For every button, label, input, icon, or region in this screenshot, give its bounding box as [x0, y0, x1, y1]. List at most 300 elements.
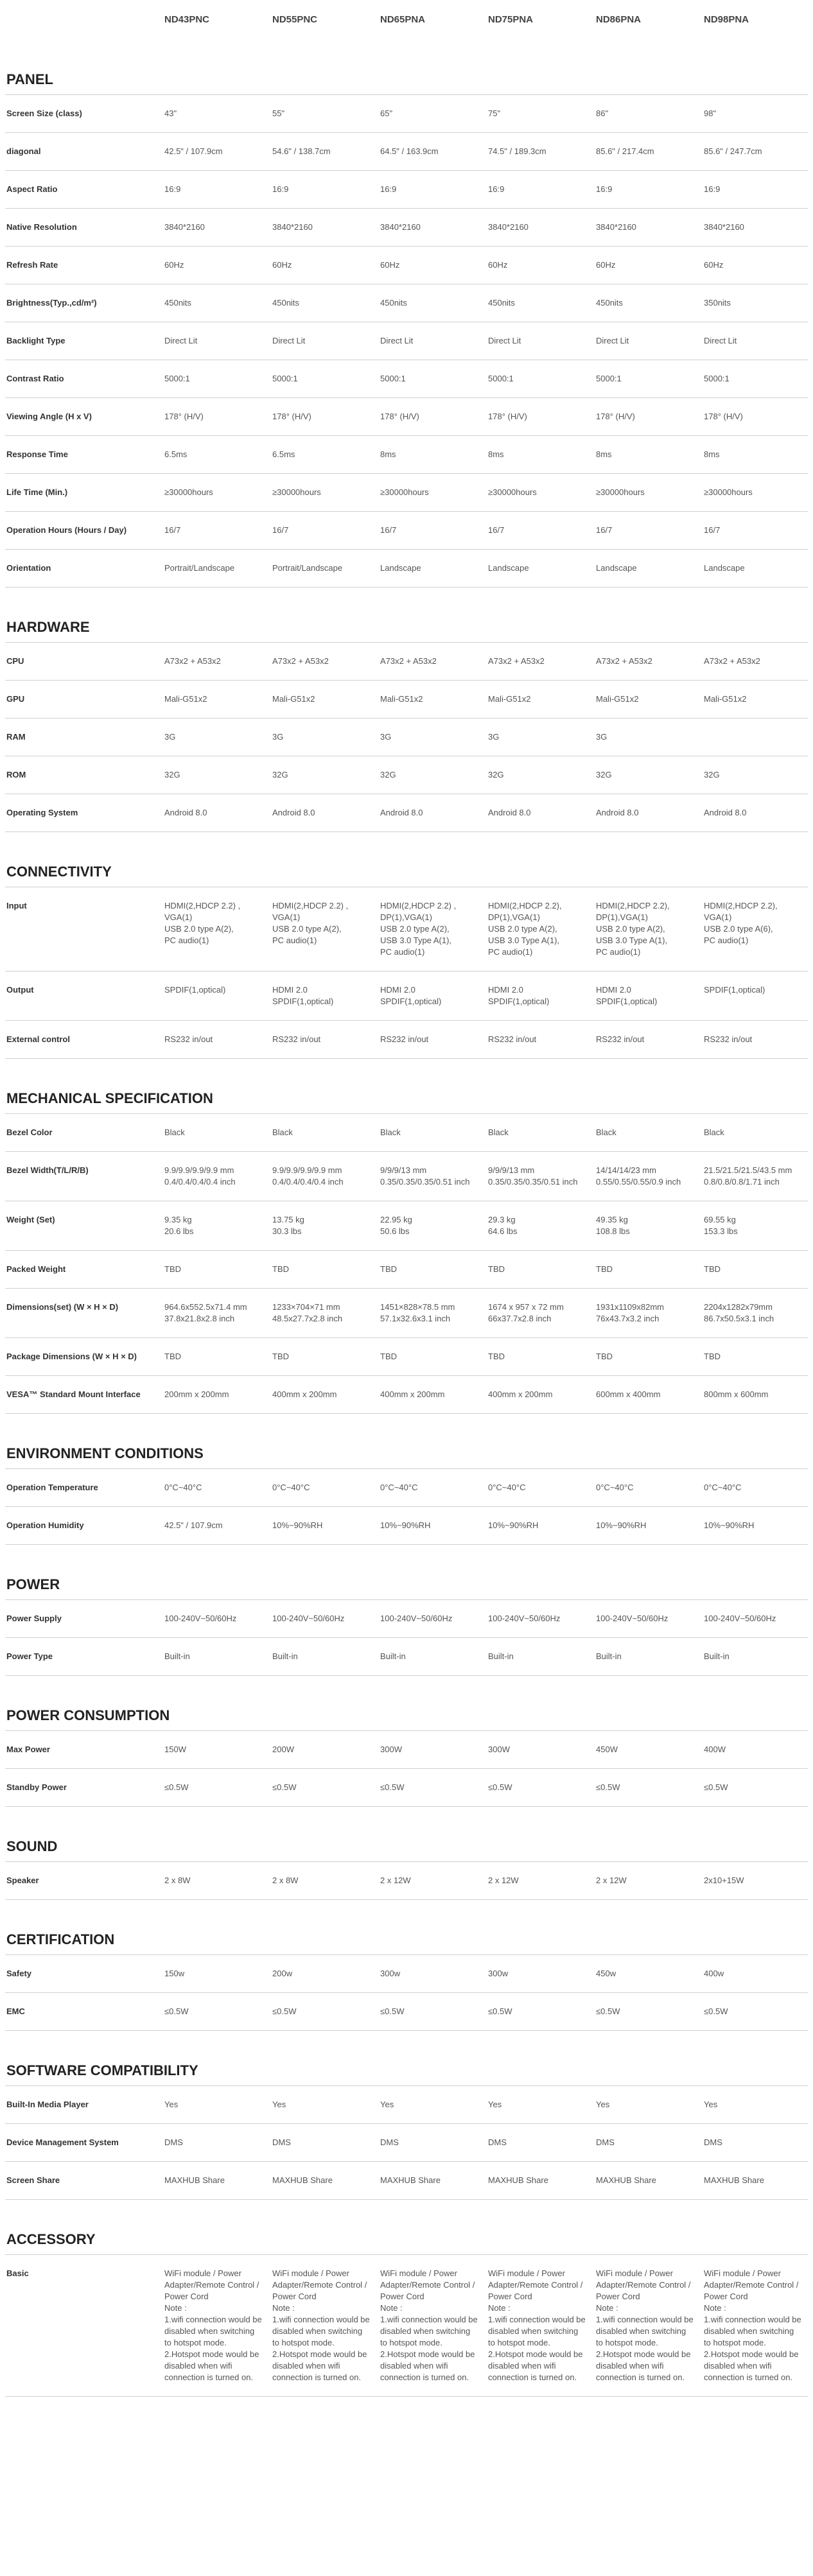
spec-label: Viewing Angle (H x V) [6, 412, 92, 421]
spec-row [5, 1862, 808, 1900]
section-title: CERTIFICATION [5, 1924, 808, 1955]
spec-row [5, 512, 808, 550]
spec-label: Operation Temperature [6, 1483, 98, 1492]
spec-label: Output [6, 985, 34, 995]
spec-value: 16:9 [164, 184, 181, 194]
spec-value: TBD [164, 1264, 181, 1274]
spec-value: 5000:1 [488, 374, 514, 383]
spec-value: RS232 in/out [488, 1034, 537, 1044]
spec-value: HDMI(2,HDCP 2.2) , VGA(1) USB 2.0 type A(2), PC audio(1) [164, 901, 241, 945]
model-name: ND55PNC [272, 14, 318, 25]
spec-value: 6.5ms [272, 449, 295, 459]
spec-value: 8ms [488, 449, 504, 459]
spec-value: 3840*2160 [488, 222, 529, 232]
spec-label: Basic [6, 2268, 29, 2278]
spec-value: 150w [164, 1969, 185, 1978]
spec-value: 16/7 [488, 525, 505, 535]
spec-value: 16:9 [596, 184, 613, 194]
spec-value: RS232 in/out [704, 1034, 753, 1044]
spec-label: Life Time (Min.) [6, 487, 68, 497]
spec-value: ≤0.5W [272, 1782, 297, 1792]
spec-value: 0°C~40°C [164, 1483, 202, 1492]
spec-value: ≤0.5W [488, 1782, 512, 1792]
spec-value: 8ms [380, 449, 396, 459]
spec-value: Direct Lit [488, 336, 521, 345]
spec-value: 178° (H/V) [164, 412, 204, 421]
section-title: MECHANICAL SPECIFICATION [5, 1083, 808, 1114]
spec-value: TBD [380, 1264, 397, 1274]
spec-value: 450nits [164, 298, 191, 308]
spec-label: diagonal [6, 146, 41, 156]
spec-label: Power Supply [6, 1614, 62, 1623]
spec-value: TBD [272, 1352, 289, 1361]
spec-row [5, 209, 808, 247]
spec-row [5, 2162, 808, 2200]
spec-value: 16/7 [704, 525, 721, 535]
spec-value: 60Hz [380, 260, 400, 270]
spec-value: 21.5/21.5/21.5/43.5 mm 0.8/0.8/0.8/1.71 inch [704, 1165, 792, 1187]
spec-value: RS232 in/out [596, 1034, 645, 1044]
spec-value: 178° (H/V) [704, 412, 743, 421]
spec-value: 64.5" / 163.9cm [380, 146, 439, 156]
spec-label: Max Power [6, 1745, 50, 1754]
spec-row [5, 1114, 808, 1152]
spec-value: TBD [272, 1264, 289, 1274]
spec-value: 0°C~40°C [596, 1483, 634, 1492]
section-title: CONNECTIVITY [5, 857, 808, 887]
spec-value: Android 8.0 [272, 808, 315, 817]
spec-value: ≤0.5W [164, 1782, 189, 1792]
spec-value: A73x2 + A53x2 [488, 656, 545, 666]
spec-value: 60Hz [596, 260, 616, 270]
spec-value: ≤0.5W [596, 2006, 620, 2016]
spec-value: Landscape [380, 563, 421, 573]
spec-value: 32G [704, 770, 720, 779]
spec-value: Yes [596, 2100, 610, 2109]
spec-label: Weight (Set) [6, 1215, 55, 1224]
spec-value: 2 x 8W [272, 1875, 299, 1885]
spec-value: 2 x 12W [596, 1875, 627, 1885]
spec-value: Black [272, 1127, 293, 1137]
spec-value: Android 8.0 [380, 808, 423, 817]
spec-value: HDMI(2,HDCP 2.2) , DP(1),VGA(1) USB 2.0 type A(2), USB 3.0 Type A(1), PC audio(1) [380, 901, 457, 957]
spec-value: Black [596, 1127, 616, 1137]
spec-value: A73x2 + A53x2 [704, 656, 760, 666]
spec-value: 85.6" / 217.4cm [596, 146, 654, 156]
spec-value: 5000:1 [272, 374, 298, 383]
spec-section [5, 1083, 808, 1414]
spec-value: 9/9/9/13 mm 0.35/0.35/0.35/0.51 inch [380, 1165, 470, 1187]
spec-value: MAXHUB Share [488, 2175, 548, 2185]
spec-value: 2 x 12W [488, 1875, 519, 1885]
spec-value: 450nits [596, 298, 623, 308]
spec-label: Refresh Rate [6, 260, 58, 270]
spec-label: Built-In Media Player [6, 2100, 89, 2109]
spec-row [5, 2255, 808, 2397]
spec-value: 1451×828×78.5 mm 57.1x32.6x3.1 inch [380, 1302, 455, 1323]
spec-value: 2 x 12W [380, 1875, 411, 1885]
spec-value: 43" [164, 109, 177, 118]
spec-row [5, 1201, 808, 1251]
spec-value: Direct Lit [272, 336, 306, 345]
spec-value: ≥30000hours [380, 487, 429, 497]
spec-label: External control [6, 1034, 70, 1044]
spec-value: ≤0.5W [704, 1782, 728, 1792]
spec-row [5, 1021, 808, 1059]
spec-label: Response Time [6, 449, 68, 459]
spec-value: TBD [596, 1264, 613, 1274]
spec-value: HDMI(2,HDCP 2.2), DP(1),VGA(1) USB 2.0 type A(2), USB 3.0 Type A(1), PC audio(1) [596, 901, 670, 957]
spec-value: Black [380, 1127, 401, 1137]
spec-value: 13.75 kg 30.3 lbs [272, 1215, 304, 1236]
spec-value: 10%~90%RH [596, 1520, 647, 1530]
spec-value: 100-240V~50/60Hz [704, 1614, 776, 1623]
spec-value: 16/7 [164, 525, 181, 535]
spec-row [5, 1993, 808, 2031]
spec-value: 0°C~40°C [488, 1483, 526, 1492]
spec-value: 100-240V~50/60Hz [272, 1614, 345, 1623]
spec-row [5, 398, 808, 436]
spec-sections [5, 64, 808, 2397]
spec-value: 0°C~40°C [380, 1483, 418, 1492]
spec-value: DMS [380, 2137, 399, 2147]
spec-row [5, 1731, 808, 1769]
spec-section [5, 1700, 808, 1807]
spec-label: Standby Power [6, 1782, 67, 1792]
spec-value: 8ms [704, 449, 720, 459]
spec-value: A73x2 + A53x2 [164, 656, 221, 666]
spec-value: MAXHUB Share [272, 2175, 333, 2185]
spec-label: Contrast Ratio [6, 374, 64, 383]
spec-value: ≥30000hours [164, 487, 213, 497]
spec-value: 60Hz [704, 260, 724, 270]
spec-row [5, 1507, 808, 1545]
spec-row [5, 1152, 808, 1201]
spec-row [5, 1251, 808, 1289]
spec-value: 450W [596, 1745, 618, 1754]
spec-value: 3840*2160 [380, 222, 421, 232]
spec-value: 32G [380, 770, 396, 779]
spec-value: WiFi module / Power Adapter/Remote Control / Power Cord Note : 1.wifi connection would be disabled when switching to hotspot mode. 2.Hotspot mode would be disabled when wifi connection is turned on. [488, 2268, 586, 2382]
spec-value: 350nits [704, 298, 731, 308]
spec-value: A73x2 + A53x2 [272, 656, 329, 666]
spec-value: SPDIF(1,optical) [704, 985, 765, 995]
spec-value: Portrait/Landscape [272, 563, 343, 573]
spec-value: 450nits [380, 298, 407, 308]
spec-value: 5000:1 [704, 374, 730, 383]
spec-row [5, 171, 808, 209]
spec-row [5, 2124, 808, 2162]
spec-value: 60Hz [272, 260, 292, 270]
spec-value: DMS [164, 2137, 183, 2147]
spec-value: ≤0.5W [164, 2006, 189, 2016]
spec-value: TBD [380, 1352, 397, 1361]
spec-value: 300W [380, 1745, 402, 1754]
spec-value: 9.35 kg 20.6 lbs [164, 1215, 194, 1236]
spec-value: 2 x 8W [164, 1875, 191, 1885]
spec-value: DMS [272, 2137, 291, 2147]
spec-row [5, 2086, 808, 2124]
spec-value: 16:9 [272, 184, 289, 194]
spec-value: ≤0.5W [380, 1782, 405, 1792]
spec-value: RS232 in/out [272, 1034, 321, 1044]
spec-section [5, 1569, 808, 1676]
spec-value: 300w [380, 1969, 401, 1978]
spec-value: 178° (H/V) [380, 412, 419, 421]
spec-value: 16:9 [488, 184, 505, 194]
spec-value: Yes [488, 2100, 502, 2109]
spec-value: MAXHUB Share [596, 2175, 656, 2185]
spec-value: Android 8.0 [704, 808, 747, 817]
spec-value: Yes [380, 2100, 394, 2109]
spec-value: Direct Lit [164, 336, 198, 345]
spec-row [5, 322, 808, 360]
section-title: POWER [5, 1569, 808, 1600]
model-name: ND75PNA [488, 14, 534, 25]
spec-row [5, 794, 808, 832]
spec-label: Packed Weight [6, 1264, 66, 1274]
spec-row [5, 756, 808, 794]
spec-value: Direct Lit [380, 336, 414, 345]
spec-value: ≥30000hours [488, 487, 537, 497]
spec-value: 178° (H/V) [488, 412, 527, 421]
spec-value: 74.5" / 189.3cm [488, 146, 546, 156]
spec-label: Safety [6, 1969, 32, 1978]
spec-value: 54.6" / 138.7cm [272, 146, 331, 156]
spec-value: TBD [596, 1352, 613, 1361]
spec-value: TBD [704, 1264, 721, 1274]
spec-value: 1931x1109x82mm 76x43.7x3.2 inch [596, 1302, 664, 1323]
spec-label: Power Type [6, 1651, 53, 1661]
spec-section [5, 1438, 808, 1545]
model-name: ND43PNC [164, 14, 210, 25]
spec-row [5, 247, 808, 284]
spec-value: 400mm x 200mm [272, 1389, 337, 1399]
spec-value: Built-in [704, 1651, 730, 1661]
spec-value: 200W [272, 1745, 294, 1754]
spec-value: 32G [272, 770, 288, 779]
spec-value: 0°C~40°C [272, 1483, 310, 1492]
spec-value: WiFi module / Power Adapter/Remote Control / Power Cord Note : 1.wifi connection would be disabled when switching to hotspot mode. 2.Hotspot mode would be disabled when wifi connection is turned on. [596, 2268, 694, 2382]
spec-value: 300w [488, 1969, 509, 1978]
spec-value: 150W [164, 1745, 186, 1754]
spec-label: Speaker [6, 1875, 39, 1885]
spec-value: MAXHUB Share [380, 2175, 441, 2185]
spec-value: 100-240V~50/60Hz [488, 1614, 561, 1623]
spec-row [5, 1638, 808, 1676]
spec-value: Black [164, 1127, 185, 1137]
model-name: ND65PNA [380, 14, 426, 25]
section-title: ENVIRONMENT CONDITIONS [5, 1438, 808, 1469]
spec-section [5, 857, 808, 1059]
spec-value: 0°C~40°C [704, 1483, 742, 1492]
spec-value: 5000:1 [596, 374, 622, 383]
spec-value: Android 8.0 [164, 808, 207, 817]
spec-row [5, 887, 808, 971]
spec-value: 9.9/9.9/9.9/9.9 mm 0.4/0.4/0.4/0.4 inch [272, 1165, 344, 1187]
spec-row [5, 436, 808, 474]
spec-value: Built-in [596, 1651, 622, 1661]
spec-row [5, 95, 808, 133]
spec-value: 98" [704, 109, 717, 118]
spec-value: 32G [164, 770, 180, 779]
spec-label: Device Management System [6, 2137, 119, 2147]
spec-value: 85.6" / 247.7cm [704, 146, 762, 156]
spec-value: 2x10+15W [704, 1875, 744, 1885]
spec-value: 600mm x 400mm [596, 1389, 661, 1399]
spec-row [5, 133, 808, 171]
spec-label: Operation Humidity [6, 1520, 84, 1530]
spec-value: 42.5" / 107.9cm [164, 146, 223, 156]
spec-value: ≤0.5W [596, 1782, 620, 1792]
spec-value: Mali-G51x2 [272, 694, 315, 704]
spec-value: 450nits [488, 298, 515, 308]
spec-value: 32G [488, 770, 504, 779]
spec-value: 65" [380, 109, 393, 118]
spec-value: RS232 in/out [164, 1034, 213, 1044]
spec-row [5, 474, 808, 512]
spec-value: 5000:1 [164, 374, 190, 383]
spec-row [5, 1955, 808, 1993]
spec-value: 1233×704×71 mm 48.5x27.7x2.8 inch [272, 1302, 343, 1323]
spec-value: 100-240V~50/60Hz [380, 1614, 453, 1623]
section-title: SOFTWARE COMPATIBILITY [5, 2055, 808, 2086]
spec-value: A73x2 + A53x2 [380, 656, 437, 666]
spec-value: Landscape [488, 563, 529, 573]
spec-value: DMS [704, 2137, 722, 2147]
spec-value: TBD [488, 1264, 505, 1274]
spec-row [5, 681, 808, 718]
spec-value: 10%~90%RH [272, 1520, 323, 1530]
spec-value: Mali-G51x2 [596, 694, 639, 704]
spec-value: 9/9/9/13 mm 0.35/0.35/0.35/0.51 inch [488, 1165, 578, 1187]
spec-label: Brightness(Typ.,cd/m²) [6, 298, 97, 308]
spec-value: Direct Lit [596, 336, 629, 345]
spec-value: 49.35 kg 108.8 lbs [596, 1215, 630, 1236]
spec-value: Direct Lit [704, 336, 737, 345]
spec-section [5, 1924, 808, 2031]
spec-value: 200w [272, 1969, 293, 1978]
spec-label: Package Dimensions (W × H × D) [6, 1352, 137, 1361]
spec-label: Input [6, 901, 27, 910]
spec-row [5, 718, 808, 756]
spec-value: 3840*2160 [272, 222, 313, 232]
spec-section [5, 2055, 808, 2200]
spec-label: Dimensions(set) (W × H × D) [6, 1302, 119, 1312]
spec-value: 29.3 kg 64.6 lbs [488, 1215, 518, 1236]
spec-value: 3G [488, 732, 500, 742]
spec-value: 16:9 [380, 184, 397, 194]
spec-value: HDMI(2,HDCP 2.2) , VGA(1) USB 2.0 type A(2), PC audio(1) [272, 901, 349, 945]
spec-value: 178° (H/V) [596, 412, 635, 421]
spec-value: ≤0.5W [704, 2006, 728, 2016]
spec-value: 16:9 [704, 184, 721, 194]
spec-value: 100-240V~50/60Hz [596, 1614, 669, 1623]
spec-value: HDMI(2,HDCP 2.2), DP(1),VGA(1) USB 2.0 type A(2), USB 3.0 Type A(1), PC audio(1) [488, 901, 562, 957]
spec-row [5, 360, 808, 398]
spec-value: WiFi module / Power Adapter/Remote Control / Power Cord Note : 1.wifi connection would be disabled when switching to hotspot mode. 2.Hotspot mode would be disabled when wifi connection is turned on. [704, 2268, 801, 2382]
spec-value: Portrait/Landscape [164, 563, 235, 573]
spec-section [5, 1831, 808, 1900]
spec-value: 10%~90%RH [704, 1520, 755, 1530]
spec-label: Aspect Ratio [6, 184, 58, 194]
section-title: PANEL [5, 64, 808, 95]
spec-label: Bezel Width(T/L/R/B) [6, 1165, 89, 1175]
spec-value: 10%~90%RH [488, 1520, 539, 1530]
spec-value: Android 8.0 [488, 808, 531, 817]
spec-value: Yes [164, 2100, 179, 2109]
spec-value: 9.9/9.9/9.9/9.9 mm 0.4/0.4/0.4/0.4 inch [164, 1165, 236, 1187]
spec-value: 8ms [596, 449, 612, 459]
spec-value: Built-in [164, 1651, 190, 1661]
spec-value: Yes [704, 2100, 718, 2109]
spec-value: 3840*2160 [704, 222, 744, 232]
spec-value: ≥30000hours [272, 487, 321, 497]
spec-label: CPU [6, 656, 24, 666]
spec-label: ROM [6, 770, 26, 779]
spec-value: TBD [164, 1352, 181, 1361]
spec-value: WiFi module / Power Adapter/Remote Control / Power Cord Note : 1.wifi connection would be disabled when switching to hotspot mode. 2.Hotspot mode would be disabled when wifi connection is turned on. [272, 2268, 370, 2382]
spec-value: Landscape [704, 563, 745, 573]
spec-value: Yes [272, 2100, 286, 2109]
spec-value: Black [704, 1127, 724, 1137]
spec-value: 400mm x 200mm [380, 1389, 445, 1399]
spec-row [5, 1469, 808, 1507]
spec-value: 400w [704, 1969, 724, 1978]
spec-value: 14/14/14/23 mm 0.55/0.55/0.55/0.9 inch [596, 1165, 681, 1187]
spec-value: Android 8.0 [596, 808, 639, 817]
spec-value: WiFi module / Power Adapter/Remote Control / Power Cord Note : 1.wifi connection would be disabled when switching to hotspot mode. 2.Hotspot mode would be disabled when wifi connection is turned on. [164, 2268, 262, 2382]
spec-value: DMS [596, 2137, 615, 2147]
spec-row [5, 284, 808, 322]
spec-label: Operation Hours (Hours / Day) [6, 525, 127, 535]
spec-value: TBD [488, 1352, 505, 1361]
spec-value: Mali-G51x2 [164, 694, 207, 704]
spec-value: Mali-G51x2 [380, 694, 423, 704]
spec-value: HDMI 2.0 SPDIF(1,optical) [272, 985, 334, 1006]
spec-value: 200mm x 200mm [164, 1389, 229, 1399]
section-title: ACCESSORY [5, 2224, 808, 2255]
spec-row [5, 643, 808, 681]
spec-value: TBD [704, 1352, 721, 1361]
spec-value: ≥30000hours [596, 487, 645, 497]
spec-value: 3G [272, 732, 284, 742]
spec-label: Bezel Color [6, 1127, 53, 1137]
spec-label: VESA™ Standard Mount Interface [6, 1389, 141, 1399]
spec-value: 10%~90%RH [380, 1520, 431, 1530]
spec-value: 6.5ms [164, 449, 188, 459]
spec-value: 400W [704, 1745, 726, 1754]
spec-label: Screen Size (class) [6, 109, 82, 118]
spec-value: ≤0.5W [272, 2006, 297, 2016]
spec-value: WiFi module / Power Adapter/Remote Control / Power Cord Note : 1.wifi connection would be disabled when switching to hotspot mode. 2.Hotspot mode would be disabled when wifi connection is turned on. [380, 2268, 478, 2382]
spec-value: Built-in [380, 1651, 406, 1661]
spec-value: 800mm x 600mm [704, 1389, 769, 1399]
spec-section [5, 612, 808, 832]
spec-row [5, 1376, 808, 1414]
spec-value: HDMI 2.0 SPDIF(1,optical) [488, 985, 550, 1006]
section-title: POWER CONSUMPTION [5, 1700, 808, 1731]
model-name: ND86PNA [596, 14, 642, 25]
spec-value: 3840*2160 [596, 222, 636, 232]
spec-value: 32G [596, 770, 612, 779]
spec-value: Built-in [488, 1651, 514, 1661]
spec-section [5, 2224, 808, 2397]
spec-value: Landscape [596, 563, 637, 573]
spec-label: Screen Share [6, 2175, 60, 2185]
spec-row [5, 1769, 808, 1807]
spec-value: Mali-G51x2 [704, 694, 747, 704]
